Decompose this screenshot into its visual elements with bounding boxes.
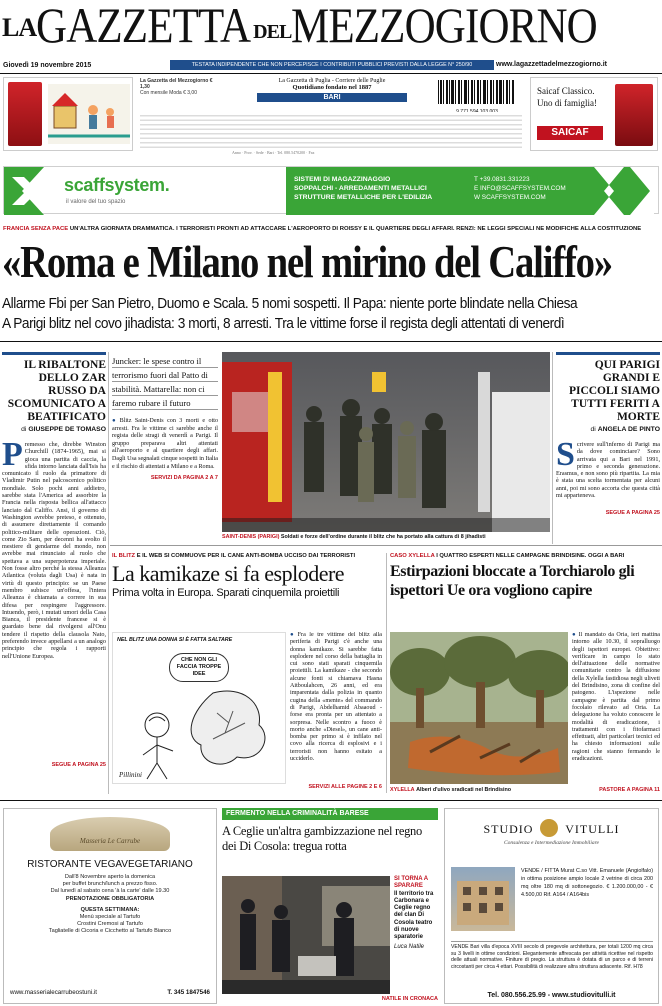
website-link[interactable]: www.lagazzettadelmezzogiorno.it: [496, 61, 607, 68]
masseria-name: RISTORANTE VEGAVEGETARIANO: [27, 859, 193, 870]
saicaf-pack: [615, 84, 653, 146]
masseria-top: Masseria Le Carrube: [79, 837, 141, 845]
saicaf-brand: SAICAF: [551, 127, 589, 138]
xylella-body-text: Il mandato da Oria, ieri mattina intorno alle 10.30, il sopralluogo degli ispettori europei. Obiettivo: verificare in campo lo stato dell'attuazione delle normative comunitarie contro la diffusione della Xylella fastidiosa negli uliveti del Brindisino, zona di confine del patogeno. L'ispezione nelle campagne è partita dal primo focolaio rilevato ad Oria. La delegazione ha voluto conoscere le modalità di eradicazione, i trattamenti con i fitofarmaci effettuati, altri particolari tecnici ed ha chiesto informazioni sulle ragioni che stanno fermando le eradicazioni.: [572, 632, 660, 763]
scaff-banner: [3, 166, 659, 214]
masthead-del: DEL: [253, 21, 292, 43]
xylella-bullet-icon: [572, 632, 579, 638]
date: Giovedì 19 novembre 2015: [3, 62, 92, 69]
xylella-kicker: [390, 553, 660, 559]
xylella-body-box: [572, 632, 660, 782]
scaff-web[interactable]: W SCAFFSYSTEM.COM: [474, 194, 546, 201]
xylella-photo: [390, 632, 568, 784]
ad-saicaf: [530, 77, 658, 151]
cartoon-drawing-icon: [113, 633, 287, 785]
ad-album: [3, 77, 133, 151]
center-line-1: La Gazzetta di Puglia - Corriere delle Puglie: [278, 78, 386, 84]
masseria-line-3: Dal lunedì al sabato cena 'à la carte' dalle 19.30: [50, 888, 170, 895]
kamikaze-headline: La kamikaze si fa esplodere: [112, 561, 345, 586]
right-column: [556, 352, 660, 516]
right-byline: [556, 426, 660, 433]
kamikaze-body-box: [290, 632, 382, 790]
masseria-line-5: QUESTA SETTIMANA:: [80, 906, 140, 913]
cartoon: [112, 632, 286, 784]
masthead-mezzo: MEZZOGIORNO: [291, 0, 598, 53]
barcode: [438, 80, 516, 110]
scaff-brand: scaffsystem.: [64, 175, 170, 195]
studio-name-b: VITULLI: [565, 822, 620, 836]
scaff-line-3: STRUTTURE METALLICHE PER L'EDILIZIA: [294, 194, 433, 201]
masseria-line-8: Tagliatelle di Cicoria e Cicchetto al Tartufo Bianco: [48, 928, 172, 935]
left-byline: [2, 426, 106, 433]
masseria-line-4: PRENOTAZIONE OBBLIGATORIA: [65, 895, 155, 902]
masseria-line-1: Dall'8 Novembre aperto la domenica: [64, 874, 156, 880]
studio-ad-2: VENDE Bari villa d'epoca XVIII secolo di pregevole architettura, per totali 1200 mq circa su 3 livelli in ottime condizioni. Elegantemente affrescata per attività ricettive nel rispetto delle attuali normative. Finiture di pregio. La struttura è dotata di un parco e di terreni circostanti per circa 4 ettari. Possibilità di realizzare altra struttura adiacente. Rif. H78: [451, 941, 653, 970]
cartoon-signature: Pillinini: [119, 771, 142, 779]
juncker-footer[interactable]: SERVIZI DA PAGINA 2 A 7: [150, 475, 218, 482]
cartoon-line-1: NEL BLITZ UNA DONNA SI È FATTA SALTARE: [117, 637, 233, 643]
juncker-body: [112, 418, 218, 471]
fermento-kicker-bar: [222, 808, 438, 820]
barcode-icon: [438, 80, 516, 104]
cartoon-line-2: CHE NON GLI FACCIA TROPPE IDEE: [169, 653, 229, 682]
xylella-kicker-red: CASO XYLELLA: [390, 553, 435, 559]
fermento-side-red: SI TORNA A SPARARE: [394, 876, 428, 890]
lead-headline: «Roma e Milano nel mirino del Califfo»: [2, 237, 612, 287]
right-body: [556, 441, 660, 507]
lead-sub-1: Allarme Fbi per San Pietro, Duomo e Scala. 5 nomi sospetti. Il Papa: niente porte blindate nella Chiesa: [2, 295, 578, 312]
edition-label: BARI: [323, 94, 341, 101]
olive-trees-photo-icon: [390, 632, 568, 784]
right-byline-pre: di: [590, 426, 596, 433]
lead-photo-caption: [222, 534, 552, 540]
left-dropcap: P: [2, 441, 23, 473]
price-line-2: Con mensile Moda € 3,00: [140, 90, 197, 96]
masseria-line-2: per buffet brunch/lunch a prezzo fisso.: [62, 881, 158, 888]
left-body-text: remesso che, direbbe Winston Churchill (1874-1965), mai si gioca una partita di caccia, la sfida intorno lanciata dall'Isis ha comunicato il ruolo da primattore di Vladimir Putin nel palcoscenico politico mondiale. Solo pochi anni addietro, sarebbe stata l'America ad assorbire la Francia nella risposta bellica all'attacco lanciato dal Califfo. Ansi, il governo di Washington avrebbe preteso, e ottenuto, di assumere direttamente il comando politico-militare delle operazioni. Ciò, come Zio Sam, per decenni ha svolto il mestiere di gendarme del mondo, non avrebbe mai rinunciato al ruolo che spettava a una superpotenza imperiale. Non fosse altro perché la stessa Alleanza Atlantica (voluta dagli Usa) è nata in virtù di questo principio: se un Paese membro subisce un'offesa, l'intera Alleanza è chiamata a correre in sua difesa per respingere l'aggressore. Intuendo, però, i mutati umori della Casa Bianca, il presidente francese si è guardato bene dal rivolgersi all'Onu tendere il rispetto della clausola Nato, preferendo invece appellarsi a un analogo principio che regola i rapporti nell'Unione Europea.: [2, 441, 106, 660]
lead-caption-text: Soldati e forze dell'ordine durante il blitz che ha portato alla cattura di 8 jihadisti: [280, 534, 486, 540]
kamikaze-kicker: [112, 553, 382, 559]
masseria-line-7: Crostini Cremosi al Tartufo: [77, 921, 143, 928]
kamikaze-sub: Prima volta in Europa. Sparati cinquemila proiettili: [112, 587, 340, 599]
left-byline-name: GIUSEPPE DE TOMASO: [28, 426, 106, 433]
right-headline: QUI PARIGI GRANDI E PICCOLI SIAMO TUTTI FERITI A MORTE: [568, 359, 660, 423]
crime-scene-photo-icon: [222, 876, 390, 994]
left-column: [2, 352, 106, 768]
lead-sub-2: A Parigi blitz nel covo jihadista: 3 morti, 8 arresti. Tra le vittime forse il regista degli attentati di venerdì: [2, 315, 565, 332]
left-body: [2, 441, 106, 759]
kamikaze-body: [290, 632, 382, 782]
soldiers-photo-icon: [222, 352, 550, 532]
xylella-headline: Estirpazioni bloccate a Torchiarolo gli ispettori Ue ora vogliono capire: [390, 563, 635, 599]
scaff-slogan: il valore del tuo spazio: [66, 199, 126, 205]
right-dropcap: S: [556, 441, 575, 473]
album-drawing: [48, 84, 130, 144]
right-footer[interactable]: SEGUE A PAGINA 25: [605, 510, 660, 516]
album-red-book: [8, 82, 42, 146]
lead-kicker-red: FRANCIA SENZA PACE: [3, 226, 69, 232]
masthead-footer-line: Anno · Prov. · Sede · Bari · Tel. 080.5470200 · Fax: [232, 150, 315, 155]
kamikaze-kicker-red: IL BLITZ: [112, 553, 136, 559]
xylella-caption-red: XYLELLA: [390, 787, 415, 793]
child-drawing-icon: [48, 84, 130, 144]
fermento-photo: [222, 876, 390, 994]
masseria-logo: [50, 817, 170, 851]
juncker-body-text: Blitz Saint-Denis con 3 morti e otto arresti. Fra le vittime ci sarebbe anche il regista delle stragi di venerdì a Parigi. Il gruppo preparava altri attentati all'aeroporto e al quartiere degli affari. Dagli Usa segnalati cinque sospetti in Italia e il rischio di attentati a Milano e a Roma.: [112, 418, 218, 470]
fermento-footer[interactable]: NATILE IN CRONACA: [381, 996, 438, 1002]
fermento-side-by: Luca Natile: [394, 943, 425, 950]
saicaf-line-1: Saicaf Classico.: [537, 86, 595, 96]
studio-sub: Consulenza e Intermediazione Immobiliare: [504, 840, 599, 846]
masseria-web[interactable]: www.masserialecarrubeostuni.it: [10, 989, 98, 996]
juncker-box: [112, 354, 218, 481]
center-masthead: [232, 78, 432, 102]
studio-name-a: STUDIO: [483, 822, 534, 836]
lion-icon: [540, 819, 558, 837]
xylella-caption: [390, 787, 580, 793]
tagline-text: TESTATA INDIPENDENTE CHE NON PERCEPISCE I CONTRIBUTI PUBBLICI PREVISTI DALLA LEGGE N° 250/90: [191, 62, 473, 68]
left-byline-pre: di: [21, 426, 27, 433]
masseria-contacts: [10, 989, 210, 996]
lead-caption-red: SAINT-DENIS (PARIGI): [222, 534, 280, 540]
kamikaze-bullet-icon: [290, 632, 298, 638]
price-box: [140, 78, 220, 96]
lead-kicker: [3, 226, 659, 232]
ad-masseria: [3, 808, 217, 1004]
building-photo-icon: [451, 867, 515, 931]
masseria-tel: T. 345 1847546: [167, 989, 210, 996]
kamikaze-footer[interactable]: SERVIZI ALLE PAGINE 2 E 6: [308, 784, 382, 790]
studio-header: [445, 819, 658, 837]
lead-kicker-text: UN'ALTRA GIORNATA DRAMMATICA. I TERRORISTI PRONTI AD ATTACCARE L'AEROPORTO DI ROISSY E IL QUARTIERE DEGLI AFFARI. RENZI: NÉ LEGGI SPECIALI NÉ MODIFICHE ALLA COSTITUZIONE: [69, 226, 642, 232]
xylella-body: [572, 632, 660, 782]
masthead-la: LA: [2, 13, 37, 42]
juncker-headline: Juncker: le spese contro il terrorismo fuori dal Patto di stabilità. Mattarella: non ci faremo rubare il futuro: [112, 354, 218, 410]
lead-photo: [222, 352, 550, 532]
fermento-kicker: FERMENTO NELLA CRIMINALITÀ BARESE: [226, 810, 369, 817]
right-byline-name: ANGELA DE PINTO: [597, 426, 660, 433]
right-body-text: crivere sull'inferno di Parigi ma da dove cominciare? Sono arrivata qui a Bari nel 1991, primo e seconda generazione. Erasmus, e non sono più ripartita. La mia è stata una scelta tormentata per alcuni anni, poi mi sono accorta che questa città mi apparteneva.: [556, 441, 660, 500]
masthead-gazzetta: GAZZETTA: [36, 0, 251, 53]
masthead-title: [2, 0, 662, 53]
edition-bar: [257, 93, 407, 102]
kamikaze-kicker-text: E IL WEB SI COMMUOVE PER IL CANE ANTI-BOMBA UCCISO DAI TERRORISTI: [136, 553, 356, 559]
tagline-bar: [170, 60, 494, 70]
studio-photo: [451, 867, 515, 931]
masseria-details: [4, 874, 216, 936]
xylella-caption-text: Alberi d'ulivo sradicati nel Brindisino: [416, 787, 512, 793]
xylella-section: [390, 553, 660, 600]
scaff-services: [294, 175, 432, 202]
scaff-line-2: SOPPALCHI - ARREDAMENTI METALLICI: [294, 185, 427, 192]
juncker-bullet-icon: [112, 418, 120, 424]
fermento-side: [394, 876, 438, 951]
price-line-1: La Gazzetta del Mezzogiorno € 1,30: [140, 78, 213, 90]
xylella-footer[interactable]: PASTORE A PAGINA 11: [599, 787, 660, 793]
scaff-mail[interactable]: E INFO@SCAFFSYSTEM.COM: [474, 185, 566, 192]
masseria-line-6: Menù speciale al Tartufo: [79, 914, 141, 921]
scaff-line-1: SISTEMI DI MAGAZZINAGGIO: [294, 176, 391, 183]
kamikaze-section: [112, 553, 382, 600]
scaff-tel: T +39.0831.331223: [474, 176, 530, 183]
studio-ad-1: VENDE / FITTA Murat C.so Vitt. Emanuele (Angiolfalo) in ottima posizione ampio locale 2 vetrine di circa 200 mq oltre 180 mq di sottonegozio. € 1.200.000,00 - € 4.500,00 Rif. A164 / A164bis: [521, 868, 653, 899]
studio-tel: Tel. 080.556.25.99 - www.studiovitulli.it: [487, 992, 616, 999]
saicaf-logo: [537, 126, 603, 140]
xylella-kicker-text: I QUATTRO ESPERTI NELLE CAMPAGNE BRINDISINE. OGGI A BARI: [436, 553, 625, 559]
fermento-headline: A Ceglie un'altra gambizzazione nel regno dei Di Cosola: tregua rotta: [222, 824, 422, 853]
scaff-contacts: [474, 175, 566, 202]
ad-studio-vitulli: [444, 808, 659, 1004]
masthead-fineprint: [140, 112, 522, 148]
left-footer[interactable]: SEGUE A PAGINA 25: [51, 762, 106, 768]
fermento-side-text: Il territorio tra Carbonara e Ceglie regno del clan Di Cosola teatro di nuove sparatorie: [394, 890, 434, 941]
center-line-2: Quotidiano fondato nel 1887: [292, 84, 372, 91]
kamikaze-body-text: Fra le tre vittime del blitz alla periferia di Parigi c'è anche una donna kamikaze. Si sarebbe fatta esplodere nel corso della battaglia in cui sono stati sparati cinquemila proiettili. La kamikaze - che secondo alcune fonti si chiamava Hasna Aitboulahcen, 26 anni, ed era imparentata dalla polizia in quanto cugina della «mente» del commando di Parigi, Abdelhamid Abaaoud - forse era pronta per un attentato a sorpresa. Nelle scontro a fuoco è morto anche «Diesel», un cane anti-bomba per primo si è infilato nel covo alla ricerca di esplosivi e i terroristi non hanno esitato a ucciderlo.: [290, 632, 382, 763]
saicaf-line-2: Uno di famiglia!: [537, 98, 597, 108]
fermento-section: [222, 808, 438, 1004]
left-headline: IL RIBALTONE DELLO ZAR RUSSO DA SCOMUNICATO A BEATIFICATO: [7, 359, 106, 423]
